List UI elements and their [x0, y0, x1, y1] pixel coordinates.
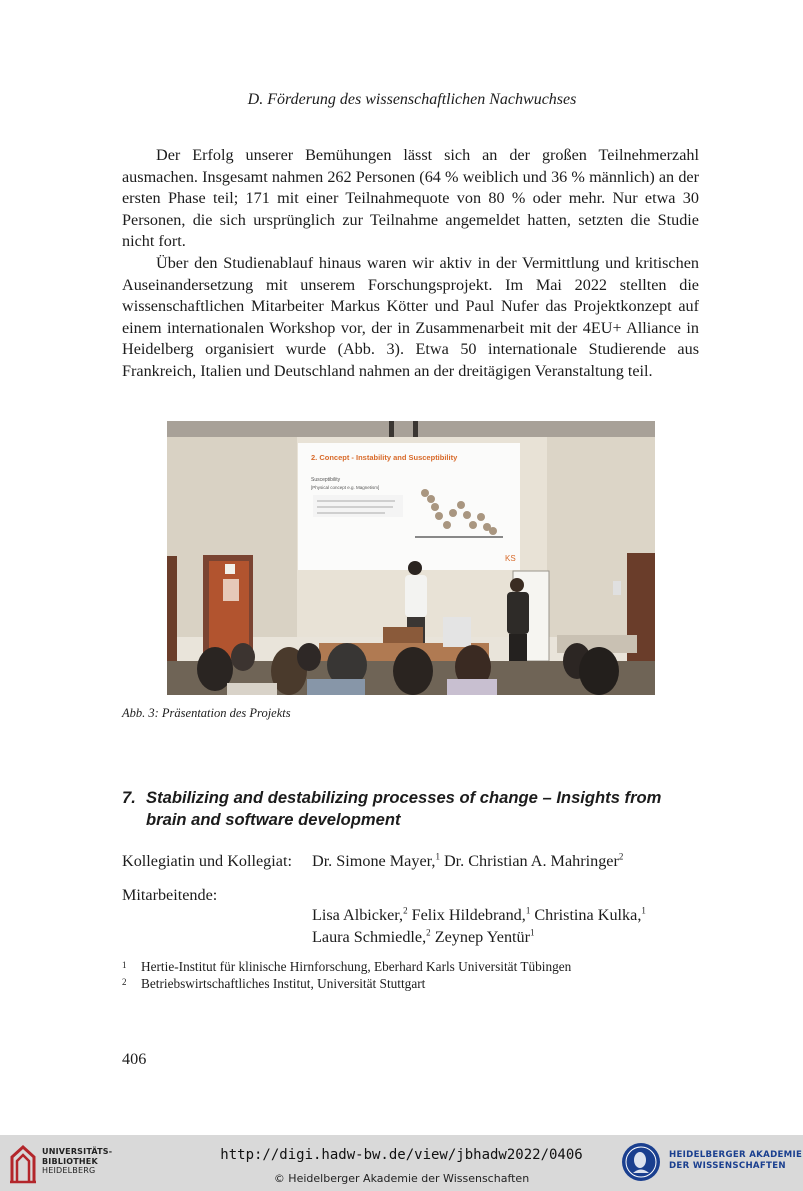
paragraph-1-text: Der Erfolg unserer Bemühungen lässt sich an der großen Teilnehmerzahl ausmachen. Insgesamt nahmen 262 Personen (64 % weiblich und 36 % männlich) an der ersten Phase teil; 171 mit einer Teilnahmequote von 80 % oder mehr. Nur etwa 30 Personen, die sich ursprünglich zur Teilnahme angemeldet hatten, setzten die Studie nicht fort.: [122, 146, 699, 250]
academy-line-2: DER WISSENSCHAFTEN: [669, 1161, 786, 1171]
page-number: 406: [122, 1050, 147, 1068]
footnote-2: [122, 974, 425, 992]
section-number: 7.: [122, 788, 136, 807]
presentation-photo: [167, 421, 655, 695]
slide-subtitle-2: [Physical concept e.g. Magnetism]: [311, 485, 380, 490]
footnote-mark: 2: [122, 977, 127, 987]
staff-label: Mitarbeitende:: [122, 886, 218, 904]
paragraph-2-text: Über den Studienablauf hinaus waren wir aktiv in der Vermittlung und kritischen Auseinandersetzung mit unserem Forschungsprojekt. Im Mai 2022 stellten die wissenschaftlichen Mitarbeiter Markus Kötter und Paul Nufer das Projektkonzept auf einem internationalen Workshop vor, der in Zusammenarbeit mit der 4EU+ Alliance in Heidelberg organisiert wurde (Abb. 3). Etwa 50 internationale Studierende aus Frankreich, Italien und Deutschland nahmen an der dreitägigen Veranstaltung teil.: [122, 254, 699, 380]
affiliation-mark: 2: [426, 927, 431, 938]
fellows-names: [312, 851, 623, 873]
slide-subtitle: Susceptibility: [311, 477, 341, 483]
fellow-2: Dr. Christian A. Mahringer: [439, 852, 619, 870]
svg-text:KS: KS: [505, 554, 516, 563]
footnote-text: Hertie-Institut für klinische Hirnforschung, Eberhard Karls Universität Tübingen: [141, 959, 572, 974]
library-line-1: UNIVERSITÄTS-: [42, 1147, 113, 1156]
library-line-3: HEIDELBERG: [42, 1166, 96, 1175]
affiliation-mark: 1: [435, 851, 440, 862]
affiliation-mark: 1: [525, 905, 531, 916]
slide-title: 2. Concept - Instability and Susceptibility: [311, 453, 458, 462]
copyright-notice: © Heidelberger Akademie der Wissenschaften: [273, 1172, 530, 1185]
section-title-line-1: Stabilizing and destabilizing processes of change – Insights from: [146, 788, 662, 807]
section-title-line-2: brain and software development: [146, 810, 401, 829]
staff-names: [312, 905, 646, 948]
fellows-label: Kollegiatin und Kollegiat:: [122, 852, 292, 870]
academy-line-1: HEIDELBERGER AKADEMIE: [669, 1150, 803, 1160]
academy-seal-logo-icon[interactable]: [620, 1141, 662, 1183]
footer-bar: [0, 1135, 803, 1191]
affiliation-mark: 2: [403, 905, 408, 916]
section-heading: [122, 787, 702, 831]
academy-name: [669, 1150, 802, 1172]
staff-member: Zeynep Yentür: [430, 927, 531, 946]
affiliation-mark: 2: [618, 851, 624, 862]
body-paragraph-1: [122, 145, 699, 253]
affiliation-mark: 1: [641, 905, 646, 916]
staff-member: Felix Hildebrand,: [407, 906, 526, 924]
library-line-2: BIBLIOTHEK: [42, 1156, 98, 1166]
figure-caption: Abb. 3: Präsentation des Projekts: [122, 706, 291, 720]
footnote-text: Betriebswirtschaftliches Institut, Universität Stuttgart: [141, 976, 426, 991]
staff-member: Laura Schmiedle,: [312, 927, 427, 946]
affiliation-mark: 1: [530, 927, 535, 938]
running-head: D. Förderung des wissenschaftlichen Nachwuchses: [247, 91, 577, 108]
fellow-1: Dr. Simone Mayer,: [312, 852, 436, 870]
staff-member: Christina Kulka,: [530, 906, 642, 924]
footnote-mark: 1: [122, 960, 127, 970]
staff-member: Lisa Albicker,: [312, 906, 404, 924]
document-url-link[interactable]: http://digi.hadw-bw.de/view/jbhadw2022/0406: [220, 1147, 583, 1163]
body-paragraph-2: [122, 253, 699, 382]
footnote-1: [122, 957, 571, 975]
